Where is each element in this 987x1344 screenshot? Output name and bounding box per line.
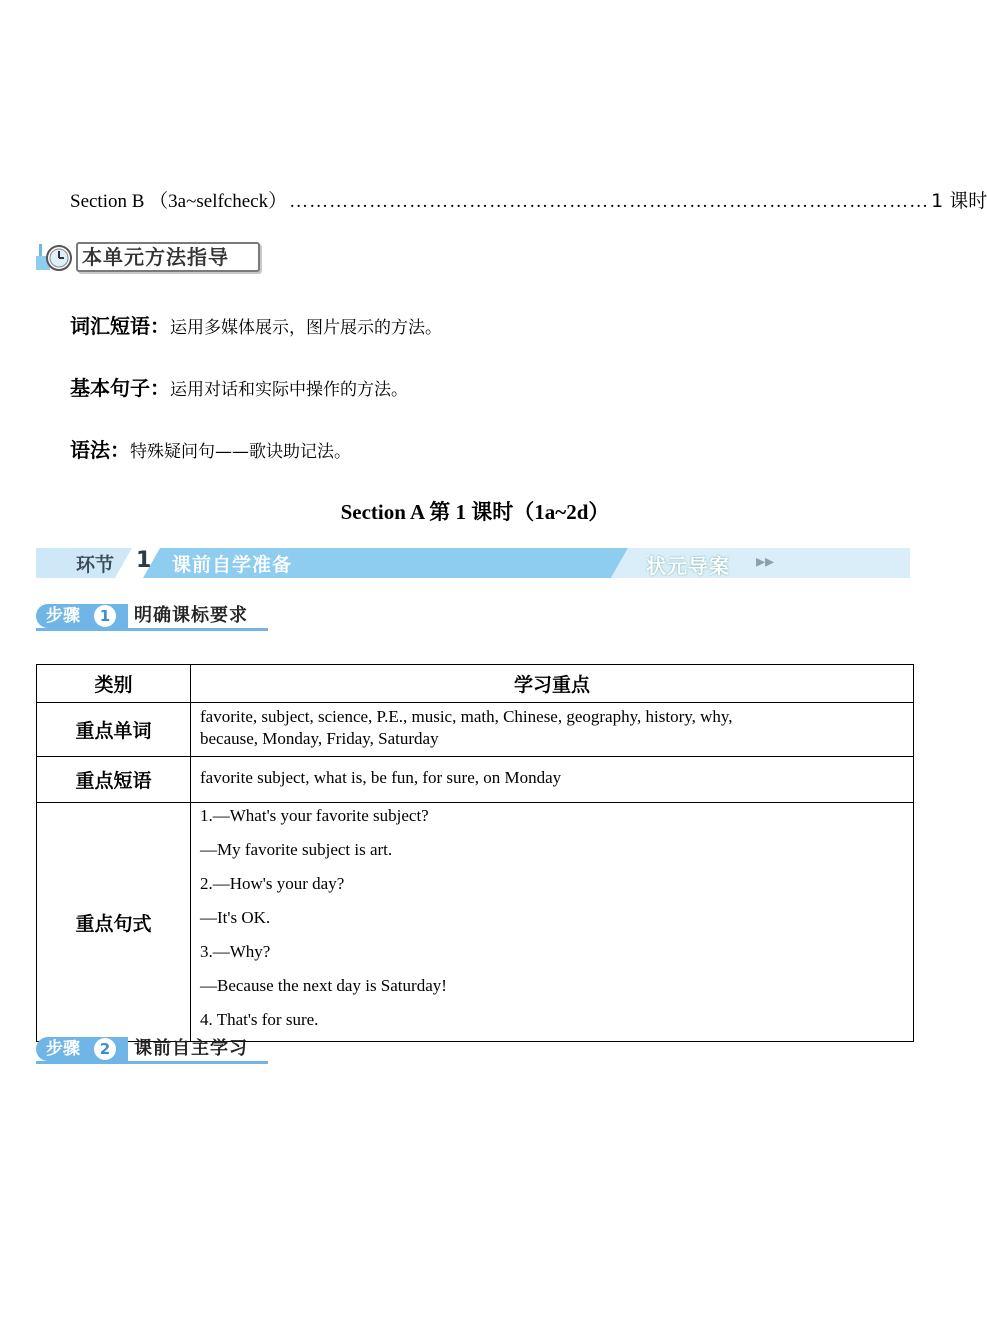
step-prefix: 步骤	[36, 1037, 128, 1061]
table-header-row	[37, 665, 914, 703]
learning-focus-table	[36, 664, 914, 1042]
double-arrow-icon: ▸▸	[756, 551, 775, 571]
sentence-line: —Because the next day is Saturday!	[200, 976, 447, 995]
toc-entry	[70, 186, 987, 213]
step-number: 2	[94, 1038, 116, 1060]
method-row-sentences	[70, 372, 408, 401]
content-line: because, Monday, Friday, Saturday	[200, 729, 439, 748]
table-row	[37, 803, 914, 1042]
method-value: 特殊疑问句——歌诀助记法。	[130, 442, 351, 462]
method-key: 词汇短语：	[70, 314, 170, 338]
table-row	[37, 703, 914, 757]
row-content	[191, 803, 914, 1042]
method-key: 基本句子：	[70, 376, 170, 400]
sentence-line: —It's OK.	[200, 908, 271, 927]
sentence-line: 1.—What's your favorite subject?	[200, 806, 429, 825]
stage-banner	[36, 548, 910, 578]
row-category: 重点短语	[37, 757, 191, 803]
method-guide-title: 本单元方法指导	[76, 242, 260, 272]
banner-stage-title: 课前自学准备	[172, 554, 293, 576]
content-line: favorite, subject, science, P.E., music, math, Chinese, geography, history, why,	[200, 707, 733, 726]
row-content	[191, 703, 914, 757]
banner-right-title: 状元导案	[646, 554, 730, 578]
section-title: Section A 第 1 课时（1a~2d）	[340, 500, 610, 524]
step-underline	[36, 1061, 268, 1064]
banner-background	[36, 548, 910, 578]
sentence-line: —My favorite subject is art.	[200, 840, 393, 859]
banner-stage-label: 环节	[76, 554, 115, 576]
content-line: favorite subject, what is, be fun, for sure, on Monday	[200, 768, 562, 787]
sentence-line: 4. That's for sure.	[200, 1010, 319, 1029]
toc-section: Section B （3a~selfcheck）	[70, 191, 288, 212]
method-key: 语法：	[70, 438, 130, 462]
method-guide-badge	[36, 240, 256, 272]
sentence-line: 2.—How's your day?	[200, 874, 345, 893]
row-content	[191, 757, 914, 803]
method-value: 运用多媒体展示，图片展示的方法。	[170, 318, 442, 338]
method-value: 运用对话和实际中操作的方法。	[170, 380, 408, 400]
step-number: 1	[94, 605, 116, 627]
toc-hours: 1 课时	[931, 190, 987, 212]
step-underline	[36, 628, 268, 631]
step-label: 课前自主学习	[134, 1038, 248, 1059]
sentence-line: 3.—Why?	[200, 942, 271, 961]
clock-icon	[36, 242, 74, 272]
method-row-grammar	[70, 434, 351, 463]
table-row	[37, 757, 914, 803]
header-focus: 学习重点	[191, 665, 914, 703]
header-category: 类别	[37, 665, 191, 703]
step2-badge	[36, 1037, 276, 1063]
step1-badge	[36, 604, 276, 630]
toc-dots: ……………………………………………………………………………………	[289, 191, 930, 212]
row-category: 重点句式	[37, 803, 191, 1042]
step-label: 明确课标要求	[134, 605, 248, 626]
banner-stage-number: 1	[136, 548, 152, 573]
step-prefix: 步骤	[36, 604, 128, 628]
method-row-vocab	[70, 310, 442, 339]
row-category: 重点单词	[37, 703, 191, 757]
